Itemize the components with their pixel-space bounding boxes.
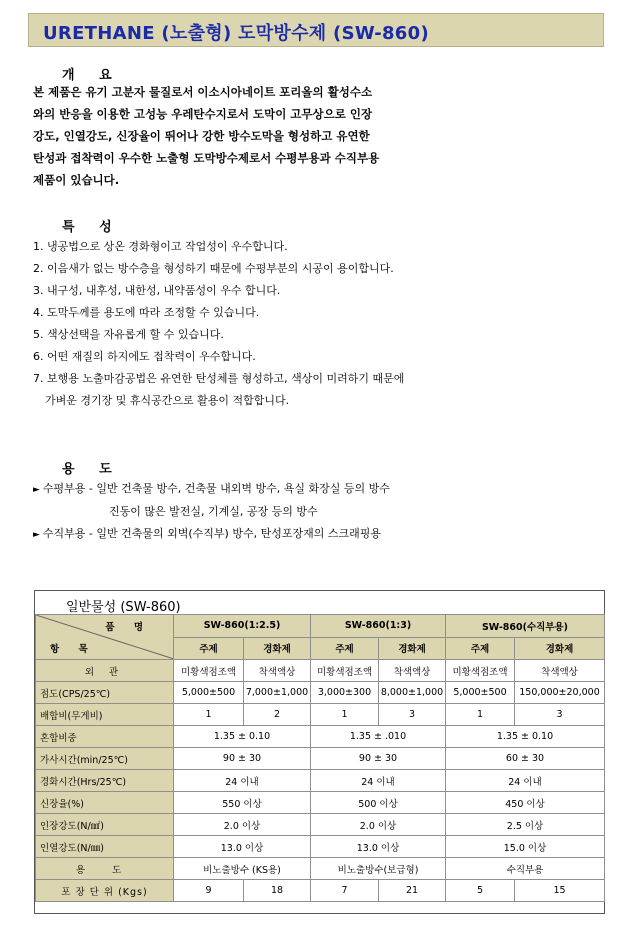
overview-line: 와의 반응을 이용한 고성능 우레탄수지로서 도막이 고무상으로 인장 [33,107,373,121]
table-cell: 착색액상 [244,660,311,682]
table-cell: 24 이내 [311,770,446,792]
table-row [36,858,605,880]
table-cell: 90 ± 30 [174,748,311,770]
table-cell: 5,000±500 [174,682,244,704]
sub-header: 경화제 [515,637,605,660]
row-label: 포 장 단 위 (Kgs) [36,880,174,902]
feature-item: 5. 색상선택을 자유롭게 할 수 있습니다. [33,328,224,341]
features-heading: 특 성 [62,220,122,235]
table-cell: 13.0 이상 [174,836,311,858]
bullet-arrow-icon: ► [33,530,40,540]
table-cell: 8,000±1,000 [379,682,446,704]
page-title: URETHANE (노출형) 도막방수제 (SW-860) [43,23,429,44]
table-header-row [36,615,605,638]
row-label: 혼합비중 [36,726,174,748]
overview-heading: 개 요 [62,68,122,83]
usage-line: 진동이 많은 발전실, 기계실, 공장 등의 방수 [109,505,318,518]
sub-header: 주제 [446,637,515,660]
table-cell: 13.0 이상 [311,836,446,858]
corner-product-label: 품 명 [105,622,151,633]
overview-paragraph [33,81,473,191]
row-label: 배합비(무게비) [36,704,174,726]
table-row [36,682,605,704]
row-label: 신장율(%) [36,792,174,814]
table-cell: 18 [244,880,311,902]
table-cell: 7,000±1,000 [244,682,311,704]
product-header: SW-860(1:3) [311,615,446,638]
table-cell: 3,000±300 [311,682,379,704]
table-cell: 3 [515,704,605,726]
feature-item: 6. 어떤 재질의 하지에도 접착력이 우수합니다. [33,350,256,363]
table-cell: 1.35 ± 0.10 [174,726,311,748]
table-row [36,660,605,682]
row-label: 인장강도(N/㎟) [36,814,174,836]
table-row [36,792,605,814]
sub-header: 주제 [174,637,244,660]
table-cell: 21 [379,880,446,902]
feature-item: 7. 보행용 노출마감공법은 유연한 탄성체를 형성하고, 색상이 미려하기 때문에 [33,372,405,385]
table-cell: 1 [174,704,244,726]
product-header: SW-860(1:2.5) [174,615,311,638]
usage-list [33,478,390,546]
overview-line: 본 제품은 유기 고분자 물질로서 이소시아네이트 포리올의 활성수소 [33,85,373,99]
table-cell: 1.35 ± .010 [311,726,446,748]
row-label: 경화시간(Hrs/25℃) [36,770,174,792]
properties-table [35,614,605,902]
usage-line: ► 수직부용 - 일반 건축물의 외벽(수직부) 방수, 탄성포장재의 스크래핑용 [33,523,390,546]
bullet-arrow-icon: ► [33,485,40,495]
corner-header-cell [36,615,174,660]
table-cell: 2 [244,704,311,726]
table-cell: 2.0 이상 [174,814,311,836]
table-cell: 15 [515,880,605,902]
table-cell: 착색액상 [379,660,446,682]
table-row [36,814,605,836]
table-row [36,704,605,726]
corner-item-label: 항 목 [50,644,96,655]
table-cell: 24 이내 [174,770,311,792]
feature-item: 4. 도막두께를 용도에 따라 조정할 수 있습니다. [33,306,260,319]
table-cell: 미황색점조액 [446,660,515,682]
table-cell: 24 이내 [446,770,605,792]
feature-item: 2. 이음새가 없는 방수층을 형성하기 때문에 수평부분의 시공이 용이합니다. [33,262,394,275]
feature-item: 1. 냉공법으로 상온 경화형이고 작업성이 우수합니다. [33,240,288,253]
table-cell: 7 [311,880,379,902]
row-label: 용 도 [36,858,174,880]
table-cell: 500 이상 [311,792,446,814]
row-label: 외 관 [36,660,174,682]
row-label: 가사시간(min/25℃) [36,748,174,770]
overview-line: 탄성과 접착력이 우수한 노출형 도막방수제로서 수평부용과 수직부용 [33,151,380,165]
table-cell: 150,000±20,000 [515,682,605,704]
row-label: 점도(CPS/25℃) [36,682,174,704]
sub-header: 경화제 [379,637,446,660]
title-bar [28,13,604,47]
table-row [36,748,605,770]
row-label: 인열강도(N/㎜) [36,836,174,858]
feature-item: 3. 내구성, 내후성, 내한성, 내약품성이 우수 합니다. [33,284,281,297]
overview-line: 제품이 있습니다. [33,173,120,187]
product-header: SW-860(수직부용) [446,615,605,638]
sub-header: 주제 [311,637,379,660]
table-cell: 550 이상 [174,792,311,814]
table-cell: 1.35 ± 0.10 [446,726,605,748]
properties-title: 일반물성 (SW-860) [66,600,181,615]
table-cell: 착색액상 [515,660,605,682]
table-cell: 450 이상 [446,792,605,814]
usage-heading: 용 도 [62,462,122,477]
table-cell: 비노출방수 (KS용) [174,858,311,880]
table-cell: 미황색점조액 [174,660,244,682]
table-cell: 1 [311,704,379,726]
usage-line: ► 수평부용 - 일반 건축물 방수, 건축물 내외벽 방수, 욕실 화장실 등의 방수 [33,478,390,501]
overview-line: 강도, 인열강도, 신장율이 뛰어나 강한 방수도막을 형성하고 유연한 [33,129,370,143]
table-cell: 1 [446,704,515,726]
table-cell: 9 [174,880,244,902]
table-cell: 5,000±500 [446,682,515,704]
table-cell: 15.0 이상 [446,836,605,858]
table-cell: 미황색점조액 [311,660,379,682]
table-cell: 2.0 이상 [311,814,446,836]
table-cell: 수직부용 [446,858,605,880]
feature-item: 가벼운 경기장 및 휴식공간으로 활용이 적합합니다. [45,394,290,407]
sub-header: 경화제 [244,637,311,660]
table-cell: 3 [379,704,446,726]
table-row [36,836,605,858]
table-cell: 60 ± 30 [446,748,605,770]
table-row [36,880,605,902]
table-row [36,770,605,792]
table-cell: 90 ± 30 [311,748,446,770]
table-cell: 2.5 이상 [446,814,605,836]
table-cell: 5 [446,880,515,902]
features-list [33,236,404,412]
table-cell: 비노출방수(보급형) [311,858,446,880]
table-row [36,726,605,748]
